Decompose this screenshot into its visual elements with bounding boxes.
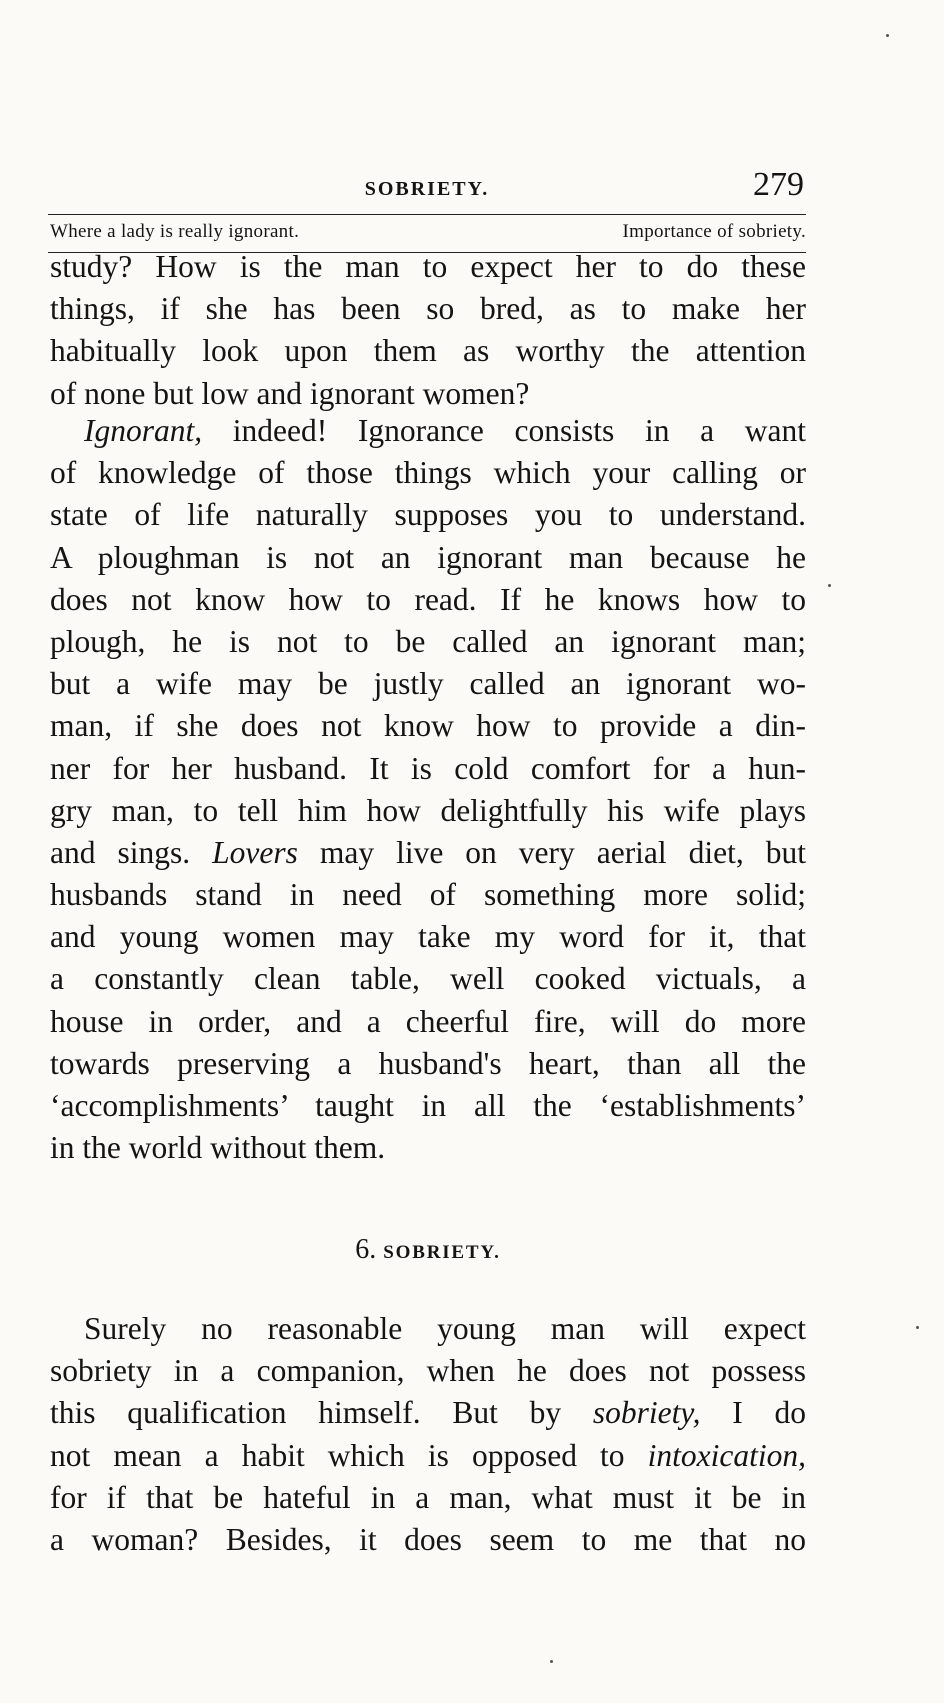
text-line: for if that be hateful in a man, what must it be in bbox=[50, 1479, 806, 1515]
text-run: and sings. bbox=[50, 834, 213, 870]
text-line bbox=[50, 1392, 806, 1434]
text-line: A ploughman is not an ignorant man because he bbox=[50, 539, 806, 575]
running-head bbox=[50, 166, 804, 206]
text-line bbox=[50, 832, 806, 874]
text-run: indeed! Ignorance consists in a want bbox=[202, 413, 806, 448]
text-line: house in order, and a cheerful fire, will do more bbox=[50, 1003, 806, 1039]
text-line bbox=[50, 1435, 806, 1477]
italic-word: Lovers bbox=[212, 834, 298, 870]
text-line: things, if she has been so bred, as to make her bbox=[50, 291, 806, 327]
text-line: in the world without them. bbox=[50, 1130, 386, 1166]
text-run: I do bbox=[700, 1395, 806, 1431]
italic-word: Ignorant, bbox=[84, 413, 203, 448]
text-line: ner for her husband. It is cold comfort for a hun- bbox=[50, 750, 806, 786]
text-line: Surely no reasonable young man will expect bbox=[84, 1311, 806, 1346]
text-line: ‘accomplishments’ taught in all the ‘establishments’ bbox=[50, 1088, 806, 1123]
text-line: and young women may take my word for it, that bbox=[50, 919, 806, 955]
italic-word: sobriety, bbox=[592, 1395, 701, 1431]
text-line: habitually look upon them as worthy the attention bbox=[50, 333, 806, 369]
text-run: may live on very aerial diet, but bbox=[297, 834, 806, 870]
text-line: of knowledge of those things which your calling or bbox=[50, 455, 806, 491]
scan-speck bbox=[886, 34, 889, 37]
paragraph-1 bbox=[50, 246, 806, 415]
left-subhead: Where a lady is really ignorant. bbox=[50, 221, 300, 242]
page-number: 279 bbox=[753, 166, 804, 203]
section-title: SOBRIETY. bbox=[383, 1242, 501, 1263]
text-line: plough, he is not to be called an ignorant man; bbox=[50, 623, 806, 659]
scan-speck bbox=[916, 1326, 919, 1329]
text-line: of none but low and ignorant women? bbox=[50, 375, 530, 411]
text-line: gry man, to tell him how delightfully his wife plays bbox=[50, 792, 806, 828]
right-subhead: Importance of sobriety. bbox=[622, 221, 806, 242]
text-line: husbands stand in need of something more solid; bbox=[50, 877, 806, 913]
paragraph-3 bbox=[50, 1308, 806, 1561]
text-line: but a wife may be justly called an ignorant wo- bbox=[50, 666, 806, 702]
scan-speck bbox=[828, 584, 831, 587]
text-run: not mean a habit which is opposed to bbox=[50, 1437, 648, 1473]
text-line bbox=[50, 410, 806, 452]
scan-speck bbox=[550, 1660, 553, 1663]
text-line: state of life naturally supposes you to understand. bbox=[50, 497, 806, 533]
section-number: 6. bbox=[355, 1234, 377, 1265]
running-title: SOBRIETY. bbox=[364, 178, 490, 200]
header-rule-top bbox=[48, 214, 806, 215]
section-heading bbox=[50, 1234, 806, 1266]
text-line: a constantly clean table, well cooked victuals, a bbox=[50, 961, 806, 997]
text-line: a woman? Besides, it does seem to me that no bbox=[50, 1521, 806, 1557]
italic-word: intoxication, bbox=[647, 1437, 806, 1473]
text-line: man, if she does not know how to provide a din- bbox=[50, 708, 806, 744]
text-line: does not know how to read. If he knows how to bbox=[50, 581, 806, 617]
text-line: towards preserving a husband's heart, than all the bbox=[50, 1045, 806, 1081]
text-line: study? How is the man to expect her to do these bbox=[50, 249, 806, 284]
paragraph-2 bbox=[50, 410, 806, 1169]
text-line: sobriety in a companion, when he does not possess bbox=[50, 1353, 806, 1389]
text-run: this qualification himself. But by bbox=[50, 1395, 593, 1431]
